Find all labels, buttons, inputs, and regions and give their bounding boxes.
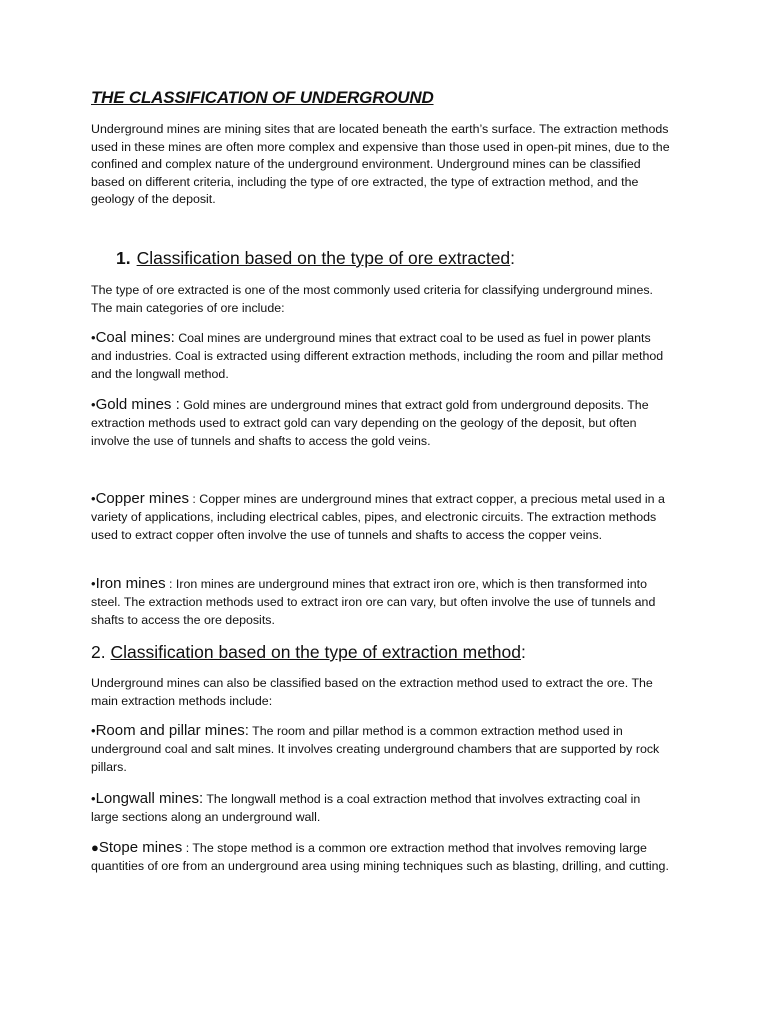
item-text: : The stope method is a common ore extraction method that involves removing large quantities of ore from an underground area using mining techniques such as blasting, drilling, and cutting.: [91, 841, 669, 873]
item-text: The room and pillar method is a common extraction method used in underground coal and salt mines. It involves creating underground chambers that are supported by rock pillars.: [91, 724, 660, 774]
item-lead: Coal mines:: [95, 329, 175, 346]
item-text: Coal mines are underground mines that extract coal to be used as fuel in power plants and industries. Coal is extracted using different extraction methods, including the room and pillar method and the longwall method.: [91, 331, 664, 381]
bullet-icon: •: [91, 330, 96, 345]
section-1-intro: The type of ore extracted is one of the most commonly used criteria for classifying underground mines. The main categories of ore include:: [91, 283, 653, 315]
list-item-copper-mines: [91, 490, 671, 544]
item-lead: Copper mines: [95, 490, 189, 507]
item-text: : Iron mines are underground mines that extract iron ore, which is then transformed into steel. The extraction methods used to extract iron ore can vary, but often involve the use of tunnels and shafts to access the ore deposits.: [91, 577, 656, 627]
intro-paragraph: Underground mines are mining sites that are located beneath the earth’s surface. The extraction methods used in these mines are often more complex and expensive than those used in open-pit mines, due to the confined and complex nature of the underground environment. Underground mines can be classified based on different criteria, including the type of ore extracted, the type of extraction method, and the geology of the deposit.: [91, 122, 670, 207]
section-2-title: Classification based on the type of extraction method: [110, 642, 521, 662]
item-text: : Copper mines are underground mines that extract copper, a precious metal used in a variety of applications, including electrical cables, pipes, and electronic circuits. The extraction methods used to extract copper often involve the use of tunnels and shafts to access the copper veins.: [91, 492, 665, 542]
item-lead: Stope mines: [98, 839, 183, 856]
section-2-number: 2.: [91, 642, 106, 662]
item-text: Gold mines are underground mines that extract gold from underground deposits. The extraction methods used to extract gold can vary depending on the geology of the deposit, but often involve the use of tunnels and shafts to access the gold veins.: [91, 398, 649, 448]
item-lead: Longwall mines:: [95, 790, 204, 807]
section-1-number: 1.: [116, 248, 131, 268]
item-lead: Iron mines: [95, 575, 166, 592]
item-lead: Room and pillar mines:: [95, 722, 249, 739]
list-item-iron-mines: [91, 575, 671, 629]
section-1-heading: [116, 246, 515, 270]
list-item-stope-mines: [91, 839, 671, 875]
section-2-intro: Underground mines can also be classified based on the extraction method used to extract the ore. The main extraction methods include:: [91, 676, 653, 708]
document-title: THE CLASSIFICATION OF UNDERGROUND: [91, 88, 434, 107]
list-item-longwall-mines: [91, 790, 671, 826]
section-2-colon: :: [521, 642, 526, 662]
item-text: The longwall method is a coal extraction method that involves extracting coal in large sections along an underground wall.: [91, 792, 641, 824]
bullet-icon: •: [91, 723, 96, 738]
bullet-icon: •: [91, 576, 96, 591]
list-item-gold-mines: [91, 396, 671, 450]
item-lead: Gold mines :: [95, 396, 180, 413]
bullet-icon: •: [91, 397, 96, 412]
section-2-heading: [91, 640, 526, 664]
bullet-icon: ●: [91, 840, 99, 855]
bullet-icon: •: [91, 491, 96, 506]
list-item-coal-mines: [91, 329, 671, 383]
list-item-room-and-pillar-mines: [91, 722, 671, 776]
section-1-colon: :: [510, 248, 516, 268]
bullet-icon: •: [91, 791, 96, 806]
section-1-title: Classification based on the type of ore extracted: [136, 248, 511, 268]
